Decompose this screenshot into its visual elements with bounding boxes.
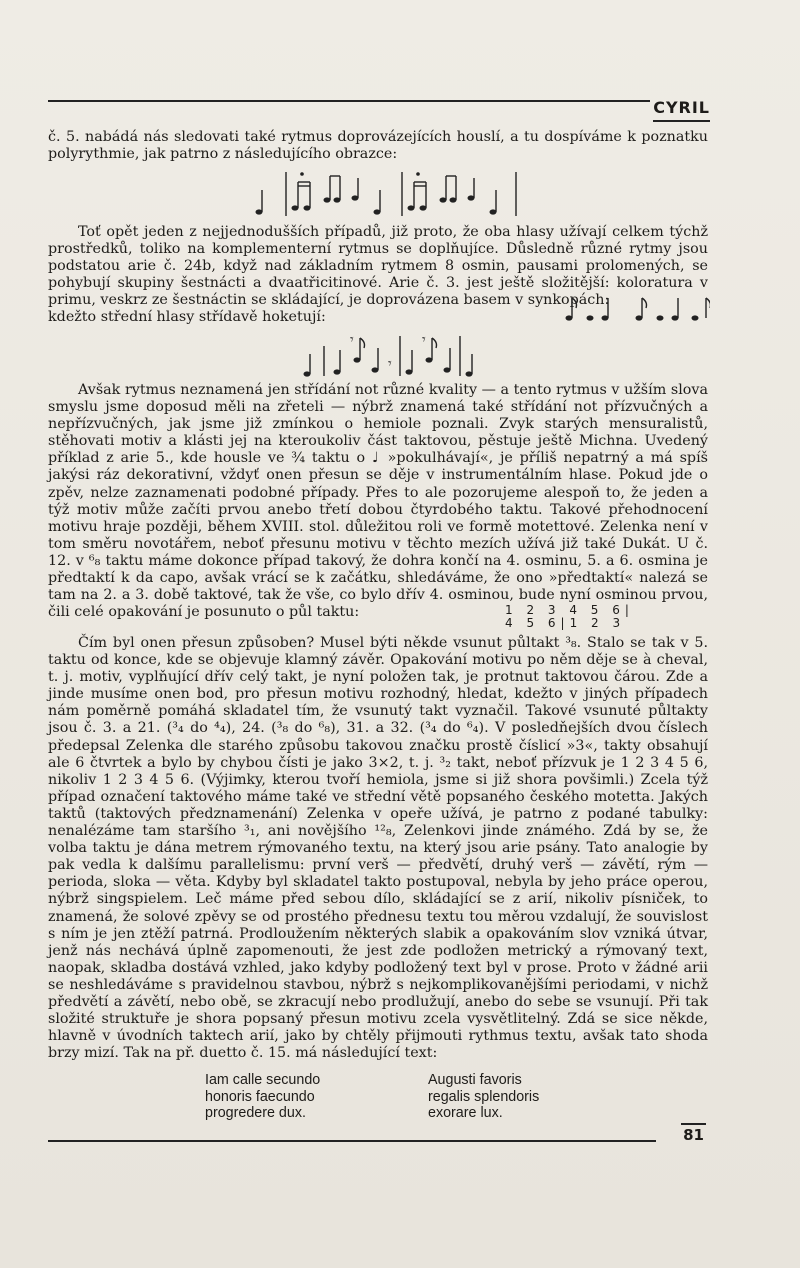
paragraph-1 <box>48 129 708 163</box>
shift-fraction <box>505 604 634 630</box>
paragraph-3 <box>48 382 708 621</box>
svg-text:𝄾: 𝄾 <box>350 332 354 348</box>
verse-left-column <box>205 1072 320 1122</box>
verse-line: Iam calle secundo <box>205 1072 321 1088</box>
music-notation-figure <box>250 168 550 218</box>
verse-line: exorare lux. <box>428 1105 503 1121</box>
paragraph-text: kdežto střední hlasy střídavě hoketují: <box>48 309 326 326</box>
paragraph-text: Avšak rytmus neznamená jen střídání not různé kvality — a tento rytmus v užším slova smyslu jsme doposud měli na zřeteli — nýbrž znamená také střídání not přízvučných a nepřízvučných, jak jsme již zmínkou o hemiole poznali. Zvyk starých mensuralistů, stěhovati motiv a klásti jej na kteroukoliv část taktovou, pěstuje ještě Michna. Uvedený příklad z arie 5., kde housle ve ¾ taktu o ♩ »pokulhávají«, je příliš nepatrný a má spíš jakýsi ráz dekorativní, vždyť onen přesun se děje v instrumentálním hlase. Pokud jde o zpěv, nelze zaznamenati podobné případy. Přes to ale pozorujeme alespoň to, že jeden a týž motiv může začíti prvou anebo třetí dobou čtyrdobého taktu. Takové přehodnocení motivu hraje později, během XVIII. stol. důležitou roli ve formě motettové. Zelenka není v tom směru novotářem, neboť přesunu motivu v těchto mezích užívá již také Dukát. U č. 12. v ⁶₈ taktu máme dokonce případ takový, že dohra končí na 4. osminu, 5. a 6. osmina je předtaktí k da capo, avšak vrácí se k začátku, shledáváme, že ono »předtaktí« nalezá se tam na 2. a 3. době taktové, tak že vše, co bylo dřív 4. osminou, bude nyní osminou prvou, čili celé opakování je posunuto o půl taktu: <box>48 382 708 621</box>
music-example-polyrhythm <box>250 168 550 218</box>
verse-line: progredere dux. <box>205 1105 306 1121</box>
verse-line: regalis splendoris <box>428 1088 540 1105</box>
header-rule <box>48 100 650 102</box>
running-header: CYRIL <box>653 98 710 117</box>
verse-right-column <box>428 1072 539 1122</box>
paragraph-text: Čím byl onen přesun způsoben? Musel býti někde vsunut půltakt ³₈. Stalo se tak v 5. taktu od konce, kde se objevuje klamný závěr. Opakování motivu po něm děje se à cheval, t. j. motiv, vyplňující dřív celý takt, je nyní položen tak, je protnut taktovou čárou. Zde a jinde musíme onen bod, pro přesun motivu rozhodný, hledat, kdežto v jiných případech nám poměrně pomáhá skladatel tím, že vsunutý takt vyznačil. Takové vsunuté půltakty jsou č. 3. a 21. (³₄ do ⁴₄), 24. (³₈ do ⁶₈), 31. a 32. (³₄ do ⁶₄). V posledňejších dvou číslech předepsal Zelenka dle starého způsobu takovou značku prostě číslicí »3«, takty obsahují ale 6 čtvrtek a bylo by chybou čísti je jako 3×2, t. j. ³₂ takt, neboť přízvuk je 1 2 3 4 5 6, nikoliv 1 2 3 4 5 6. (Výjimky, kterou tvoří hemiola, jsme si již shora povšimli.) Zcela týž případ označení taktového máme také ve střední větě popsaného českého motetta. Jakých taktů (taktových předznamenání) Zelenka v opeře užívá, je patrno z podané tabulky: nenalézáme tam staršího ³₁, ani novějšího ¹²₈, Zelenkovi jinde známého. Zdá by se, že volba taktu je dána metrem rýmovaného textu, na který jsou arie psány. Tato analogie by pak vedla k dalšímu parallelismu: první verš — předvětí, druhý verš — závětí, rým — perioda, sloka — věta. Kdyby byl skladatel takto postupoval, nebyla by jeho práce operou, nýbrž singspielem. Leč máme před sebou dílo, skládající se z arií, nikoliv písniček, to znamená, že solové zpěvy se od prostého přednesu textu tou měrou vzdalují, že souvislost s ním je jen ztěží patrná. Prodloužením některých slabik a opakováním slov vzniká útvar, jenž nás nechává úplně zapomenouti, že jest zde podložen metrický a rýmovaný text, naopak, skladba dostává vzhled, jako kdyby podložený text byl v prose. Proto v žádné arii se neshledáváme s pravidelnou stavbou, nýbrž s nejkomplikovanějšími periodami, v nichž předvětí a závětí, nebo obě, se zkracují nebo prodlužují, anebo do sebe se vsunují. Při tak složité struktuře je shora popsaný přesun motivu zcela vysvětlitelný. Zdá se sice někde, hlavně v úvodních taktech arií, jako by chtěly přijmouti rythmus textu, avšak tato shoda brzy mizí. Tak na př. duetto č. 15. má následující text: <box>48 635 708 1062</box>
svg-text:𝄾: 𝄾 <box>388 356 392 372</box>
fraction-top: 1 2 3 4 5 6| <box>505 603 634 617</box>
paragraph-text: Toť opět jeden z nejjednodušších případů, již proto, že oba hlasy užívají celkem týchž prostředků, toliko na komplementerní rytmus se doplňujíce. Důsledně různé rytmy jsou podstatou arie č. 24b, když nad základním rytmem 8 osmin, pausami prolomených, se pohybují skupiny šestnácti a dvaatřicitinové. Arie č. 3. jest ještě složitější: koloratura v primu, veskrz ze šestnáctin se skládající, je doprovázena basem v synkopách: <box>48 224 708 309</box>
page-number: 81 <box>683 1126 704 1144</box>
svg-text:𝄾: 𝄾 <box>422 332 426 348</box>
music-notation-figure <box>300 332 480 380</box>
footer-rule <box>48 1140 656 1142</box>
music-notation-figure <box>560 296 710 324</box>
paragraph-text: č. 5. nabádá nás sledovati také rytmus doprovázejících houslí, a tu dospíváme k poznatku polyrythmie, jak patrno z následujícího obrazce: <box>48 129 708 163</box>
verse-line: Augusti favoris <box>428 1072 522 1088</box>
fraction-bottom: 4 5 6|1 2 3 <box>505 616 626 630</box>
music-example-hocket <box>300 332 480 380</box>
music-example-bass-syncopation <box>560 296 710 324</box>
paragraph-4 <box>48 635 708 1062</box>
verse-line: honoris faecundo <box>205 1088 315 1105</box>
